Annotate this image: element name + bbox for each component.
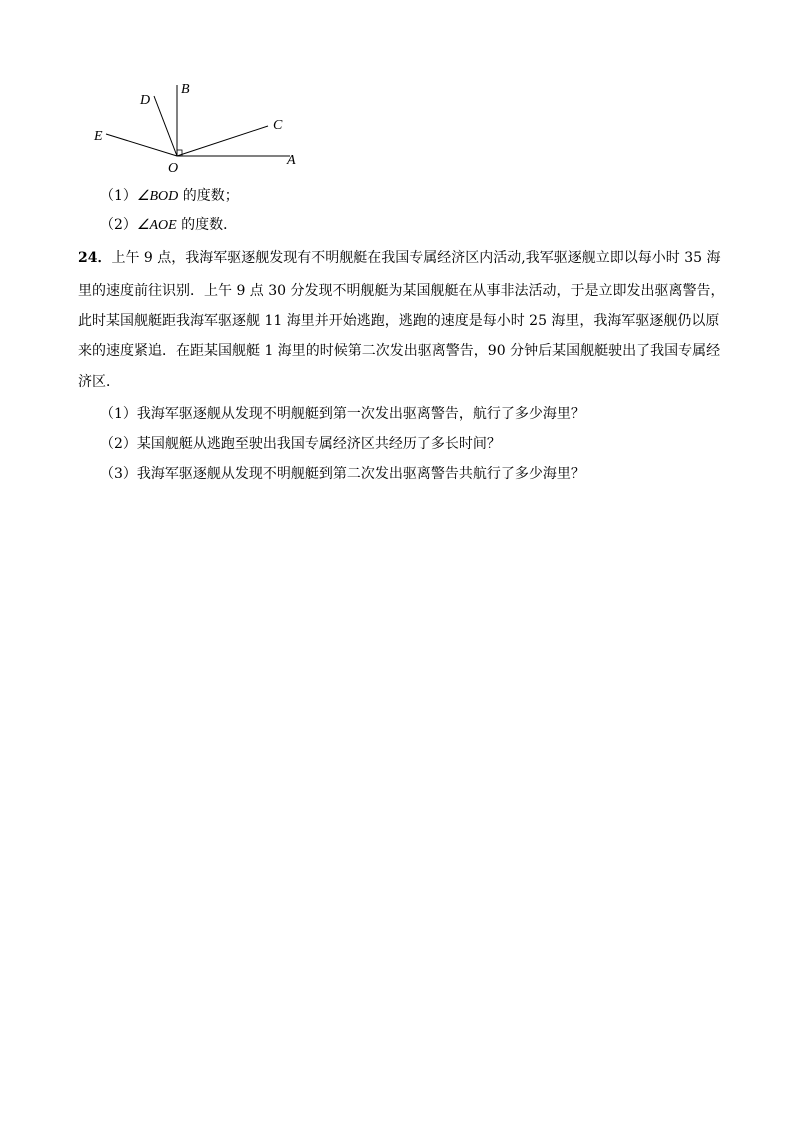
q23-part-2-angle: ∠AOE bbox=[136, 218, 177, 233]
q23-part-1-angle: ∠BOD bbox=[136, 189, 179, 204]
label-A: A bbox=[287, 153, 296, 168]
q23-part-1-num: （1） bbox=[100, 188, 137, 204]
q24-part-3-text: （3）我海军驱逐舰从发现不明舰艇到第二次发出驱离警告共航行了多少海里？ bbox=[100, 466, 585, 482]
q24-line-1 bbox=[78, 248, 758, 268]
q24-line-4 bbox=[78, 341, 758, 361]
q24-part-3 bbox=[100, 464, 585, 484]
label-C: C bbox=[273, 118, 283, 133]
label-O: O bbox=[168, 161, 179, 176]
q24-line-2 bbox=[78, 281, 758, 301]
ray-OC bbox=[177, 126, 268, 156]
q23-part-2-text: 的度数． bbox=[176, 217, 238, 233]
label-B: B bbox=[181, 82, 190, 97]
label-E: E bbox=[94, 129, 103, 144]
ray-OD bbox=[154, 96, 177, 156]
angle-figure bbox=[80, 70, 320, 180]
q24-part-1 bbox=[100, 404, 585, 424]
label-D: D bbox=[140, 93, 151, 108]
q24-part-2 bbox=[100, 434, 501, 454]
q23-part-2-num: （2） bbox=[100, 217, 137, 233]
q23-part-1 bbox=[100, 186, 239, 207]
q23-part-1-text: 的度数； bbox=[178, 188, 239, 204]
q23-part-2 bbox=[100, 215, 237, 236]
q24-part-1-text: （1）我海军驱逐舰从发现不明舰艇到第一次发出驱离警告，航行了多少海里？ bbox=[100, 406, 585, 422]
q24-line-3 bbox=[78, 311, 758, 331]
ray-OE bbox=[106, 134, 177, 156]
q24-text-2: 里的速度前往识别．上午 9 点 30 分发现不明舰艇为某国舰艇在从事非法活动，于是立即发出驱离警告， bbox=[78, 283, 725, 299]
q24-text-5: 济区． bbox=[78, 374, 120, 390]
q24-text-4: 来的速度紧追．在距某国舰艇 1 海里的时候第二次发出驱离警告，90 分钟后某国舰艇驶出了我国专属经 bbox=[78, 343, 721, 359]
q24-line-5 bbox=[78, 372, 758, 392]
q24-text-1: 上午 9 点，我海军驱逐舰发现有不明舰艇在我国专属经济区内活动,我军驱逐舰立即以每小时 35 海 bbox=[111, 250, 721, 266]
q24-text-3: 此时某国舰艇距我海军驱逐舰 11 海里并开始逃跑，逃跑的速度是每小时 25 海里，我海军驱逐舰仍以原 bbox=[78, 313, 720, 329]
q24-number: 24． bbox=[78, 250, 112, 266]
angle-diagram bbox=[80, 70, 320, 180]
q24-part-2-text: （2）某国舰艇从逃跑至驶出我国专属经济区共经历了多长时间？ bbox=[100, 436, 501, 452]
